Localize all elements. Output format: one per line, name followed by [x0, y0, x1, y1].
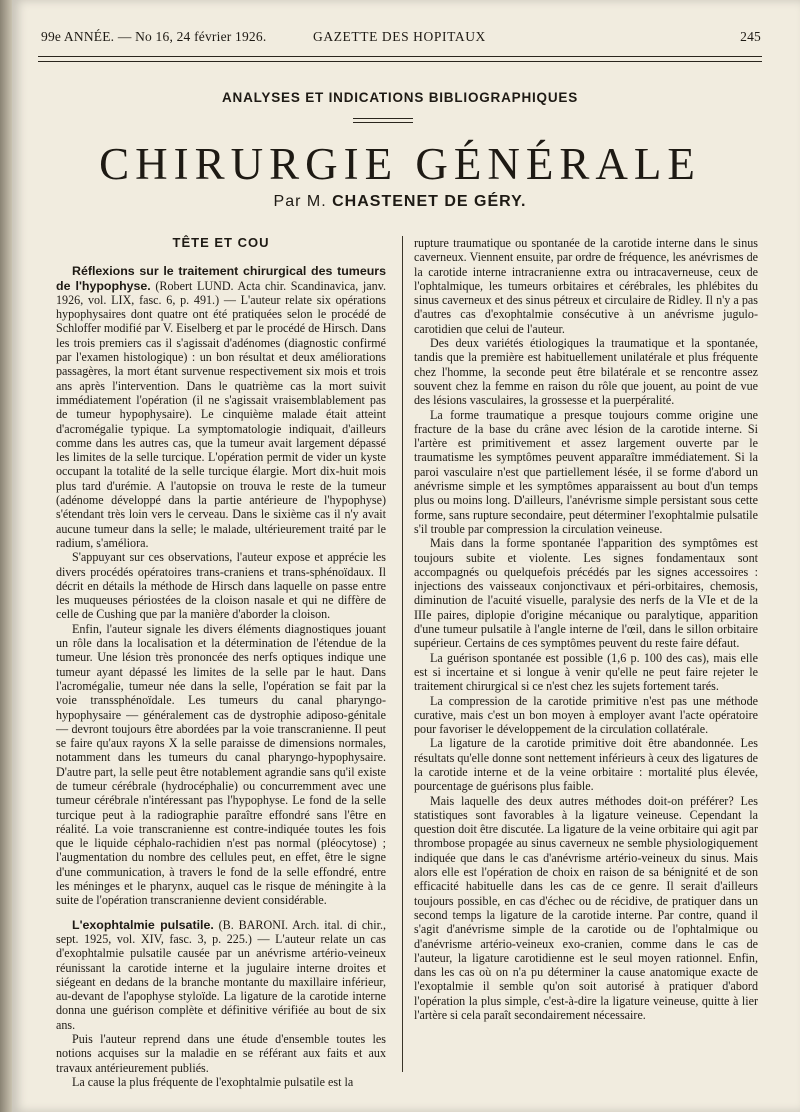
article-paragraph: La cause la plus fréquente de l'exophtalmie pulsatile est la	[72, 1074, 354, 1089]
page-number: 245	[740, 29, 761, 44]
article-paragraph: La compression de la carotide primitive n'est pas une méthode curative, mais c'est un bon moyen à employer avant l'acte opératoire pour favoriser le développement de la circulation collatérale.	[414, 693, 758, 737]
article-title: L'exophtalmie pulsatile.	[72, 917, 214, 932]
main-title: CHIRURGIE GÉNÉRALE	[99, 139, 701, 189]
article-paragraph: Puis l'auteur reprend dans une étude d'ensemble toutes les notions acquises sur la maladie en se référant aux faits et aux travaux antérieurement publiés.	[56, 1032, 386, 1075]
article-paragraph: La guérison spontanée est possible (1,6 p. 100 des cas), mais elle est si incertaine et si longue à venir qu'elle ne peut faire rejeter le traitement chirurgical si ce n'est chez les sujets fortement tarés.	[414, 650, 758, 694]
article-paragraph: La ligature de la carotide primitive doit être abandonnée. Les résultats qu'elle donne sont nettement inférieurs à ceux des ligatures de la carotide interne et de la veine orbitaire : mortalité plus élevée, pourcentage de guérisons plus faible.	[414, 736, 758, 794]
right-column	[414, 236, 758, 1022]
title-ornament	[353, 118, 413, 123]
article-paragraph: Enfin, l'auteur signale les divers éléments diagnostiques jouant un rôle dans la localisation et la détermination de l'étendue de la tumeur. Une lésion très prononcée des nerfs optiques indique une tumeur ayant dépassé les limites de la selle par le haut. Dans l'acromégalie, tumeur née dans la selle, l'opération se fait par la voie transsphénoïdale. Les tumeurs du canal pharyngo-hypophysaire — généralement cas de dystrophie adiposo-génitale — devront toujours être abordées par la voie transcranienne. Il peut se faire qu'aux rayons X la selle paraisse de dimensions normales, notamment dans les tumeurs du canal pharyngo-hypophysaire. D'autre part, la selle peut être notablement agrandie sans qu'il existe de tumeur cérébrale (hydrocéphalie) ou concurremment avec une tumeur cérébrale n'intéressant pas l'hypophyse. Le fond de la selle turcique peut à la radiographie paraître effondré sans l'être en réalité. La voie transcranienne est contre-indiquée toutes les fois que le liquide céphalo-rachidien n'est pas normal (pléocytose) ; l'augmentation du nombre des cellules peut, en effet, être le signe d'une communication, à travers le fond de la selle effondré, entre les méninges et le pharynx, auquel cas le risque de méningite à la suite de l'opération transcranienne devient considérable.	[56, 621, 386, 908]
article-paragraph	[56, 918, 386, 1032]
author-name: CHASTENET DE GÉRY.	[332, 193, 527, 210]
article-paragraph: S'appuyant sur ces observations, l'auteur expose et apprécie les divers procédés opératoires trans-craniens et trans-sphénoïdaux. Il décrit en détails la méthode de Hirsch dans laquelle on passe entre les muqueuses périostées de la cloison nasale et qui ne diffère de celle de Cushing que par la manière d'aborder la cloison.	[56, 550, 386, 622]
left-column	[56, 236, 386, 1089]
article-paragraph: La forme traumatique a presque toujours comme origine une fracture de la base du crâne avec lésion de la carotide interne. Si l'artère est primitivement et assez largement ouverte par le traumatisme les symptômes peuvent apparaître immédiatement. Si la paroi vasculaire n'est que partiellement lésée, il se forme d'abord un anévrisme simple et les symptômes apparaissent au bout d'un temps plus ou moins long. D'ailleurs, l'anévrisme simple persistant sous cette forme, sans rupture secondaire, peut déterminer l'exophtalmie pulsatile s'il trouble par compression la circulation veineuse.	[414, 407, 758, 536]
article-paragraph	[56, 264, 386, 550]
running-header	[41, 27, 761, 49]
article-paragraph: Mais dans la forme spontanée l'apparition des symptômes est toujours subite et violente. Les signes fondamentaux sont accompagnés ou quelquefois précédés par les signes accessoires : injections des vaisseaux conjonctivaux et péri-orbitaires, chemosis, diminution de l'acuité visuelle, paralysie des nerfs de la VIe et de la IIIe paires, diplopie d'origine mécanique ou paralytique, apparition d'une tumeur pulsatile à l'angle interne de l'œil, dans le sillon orbitaire supérieur. Certains de ces symptômes peuvent du reste faire défaut.	[414, 536, 758, 651]
article-paragraph: rupture traumatique ou spontanée de la carotide interne dans le sinus caverneux. Viennent ensuite, par ordre de fréquence, les anévrismes de la carotide interne intracranienne extra ou intracaverneuse, ceux de l'ophtalmique, les tumeurs orbitaires et cérébrales, les phlébites du sinus caverneux et des sinus pétreux et circulaire de Ridley. Il n'y a pas d'autres cas d'exophtalmie consécutive à un anévrisme jugulo-carotidien que celui de l'auteur.	[414, 236, 758, 336]
header-rule	[38, 56, 762, 62]
author-prefix: Par M.	[273, 193, 327, 210]
article-paragraph: Mais laquelle des deux autres méthodes doit-on préférer? Les statistiques sont favorables à la ligature veineuse. Cependant la question doit être discutée. La ligature de la veine orbitaire qui agit par thrombose propagée au sinus caverneux ne semble physiologiquement indiquée que dans le cas d'anévrisme artério-veineux du sinus. Mais alors elle est l'opération de choix en raison de sa bénignité et de son efficacité habituelle dans les cas de ce genre. Il serait d'ailleurs toujours possible, en cas d'échec ou de récidive, de pratiquer dans un second temps la ligature de la carotide interne. Par contre, quand il s'agit d'anévrisme simple de la carotide ou de l'ophtalmique ou d'anévrisme artério-veineux exo-cranien, comme dans le cas de l'auteur, la ligature carotidienne est le seul moyen rationnel. Enfin, dans les cas où on n'a pu déterminer la cause anatomique exacte de l'exoptalmie il semble qu'on soit autorisé à pratiquer d'abord l'opération la plus simple, c'est-à-dire la ligature veineuse, quitte à lier l'artère si cela paraît secondairement nécessaire.	[414, 793, 758, 1023]
issue-info: 99e ANNÉE. — No 16, 24 février 1926.	[41, 29, 267, 44]
article-title: Réflexions sur le traitement chirurgical des tumeurs de l'hypophyse.	[56, 264, 386, 293]
article-intro: (B. BARONI. Arch. ital. di chir., sept. 1925, vol. XIV, fasc. 3, p. 225.) — L'auteur relate un cas d'exophtalmie pulsatile causée par un anévrisme artério-veineux réunissant la carotide interne et la jugulaire interne droites et siégeant en dedans de la branche montante du maxillaire inférieur, au-devant de l'apophyse styloïde. La ligature de la carotide interne donna une guérison complète et définitive vérifiée au bout de six ans.	[56, 917, 386, 1032]
article-paragraph: Des deux variétés étiologiques la traumatique et la spontanée, tandis que la première est habituellement unilatérale et plus fréquente chez l'homme, la seconde peut être bilatérale et se rencontre assez souvent chez la femme en raison du rôle que jouent, au point de vue des lésions vasculaires, la grossesse et la puerpéralité.	[414, 336, 758, 408]
author-line	[0, 193, 800, 211]
journal-name: GAZETTE DES HOPITAUX	[313, 29, 486, 44]
subsection-heading: TÊTE ET COU	[172, 235, 270, 250]
section-title: ANALYSES ET INDICATIONS BIBLIOGRAPHIQUES	[221, 90, 579, 105]
article-intro: (Robert LUND. Acta chir. Scandinavica, janv. 1926, vol. LIX, fasc. 6, p. 491.) — L'auteur relate six opérations hypophysaires dont quatre ont été pratiquées selon le procédé de Schloffer modifié par V. Eiselberg et par le procédé de Hirsch. Dans les trois premiers cas il s'agissait d'adénomes (diagnostic confirmé par l'examen histologique) : un bon résultat et deux améliorations passagères, la mort étant survenue respectivement six mois et trois ans après l'intervention. Dans le quatrième cas la mort suivit immédiatement l'opération (il ne s'agissait vraisemblablement pas de tumeur hypophysaire). Le cinquième malade était atteint d'acromégalie typique. La symptomatologie indiquait, d'ailleurs comme dans les autres cas, que la tumeur avait largement dépassé les limites de la selle turcique. L'opération permit de vider un kyste occupant la totalité de la selle turcique élargie. Mort dix-huit mois plus tard d'urémie. A l'autopsie on trouva le reste de la tumeur (adénome développé dans la partie antérieure de l'hypophyse) s'étendant très loin vers le cerveau. Dans le sixième cas il n'y avait aucune tumeur dans la selle; le malade, ultérieurement traité par le radium, s'améliora.	[56, 278, 386, 550]
column-divider	[402, 236, 403, 1072]
